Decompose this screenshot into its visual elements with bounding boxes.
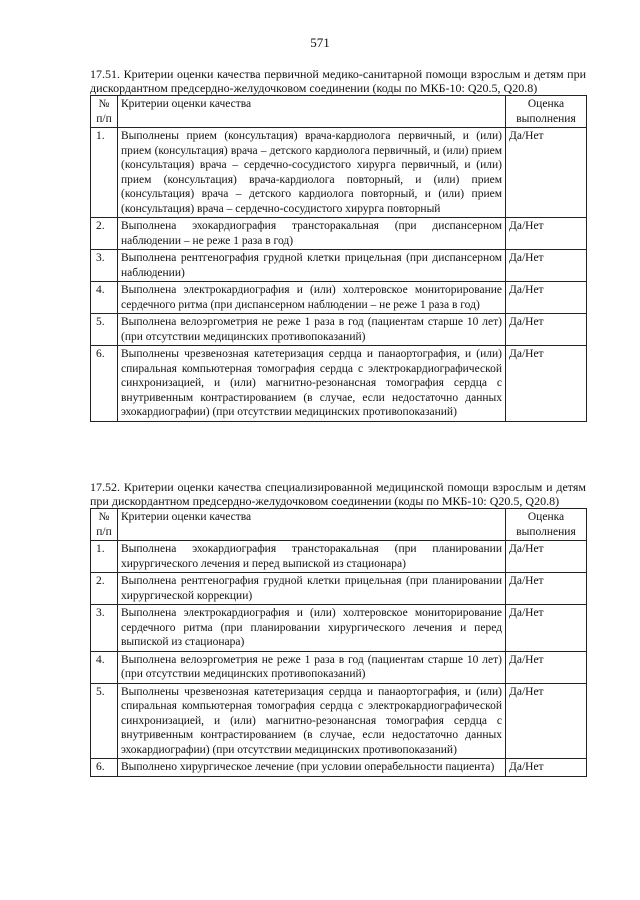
row-criterion: Выполнены чрезвенозная катетеризация сердца и панаортография, и (или) спиральная компьютерная томография сердца с электрокардиографической синхронизацией, и (или) магнитно-резонансная томография сердца с внутривенным контрастированием (в случае, если недостаточно данных эхокардиографии) (при отсутствии медицинских противопоказаний) xyxy=(118,683,506,759)
table-row xyxy=(91,250,587,282)
row-number: 1. xyxy=(91,541,118,573)
row-number: 6. xyxy=(91,759,118,777)
table-row xyxy=(91,314,587,346)
row-number: 2. xyxy=(91,218,118,250)
row-number: 4. xyxy=(91,651,118,683)
column-header-number: № п/п xyxy=(91,509,118,541)
section-heading: 17.52. Критерии оценки качества специализированной медицинской помощи взрослым и детям при дискордантном предсердно-желудочковом соединении (коды по МКБ-10: Q20.5, Q20.8) xyxy=(90,480,586,508)
row-criterion: Выполнена рентгенография грудной клетки прицельная (при диспансерном наблюдении) xyxy=(118,250,506,282)
table-row xyxy=(91,759,587,777)
criteria-table xyxy=(90,508,587,777)
row-result: Да/Нет xyxy=(506,250,587,282)
row-number: 5. xyxy=(91,314,118,346)
column-header-criteria: Критерии оценки качества xyxy=(118,96,506,128)
column-header-result: Оценка выполнения xyxy=(506,96,587,128)
row-criterion: Выполнены чрезвенозная катетеризация сердца и панаортография, и (или) спиральная компьютерная томография сердца с электрокардиографической синхронизацией, и (или) магнитно-резонансная томография сердца с внутривенным контрастированием (в случае, если недостаточно данных эхокардиографии) (при отсутствии медицинских противопоказаний) xyxy=(118,346,506,422)
row-result: Да/Нет xyxy=(506,651,587,683)
column-header-criteria: Критерии оценки качества xyxy=(118,509,506,541)
row-result: Да/Нет xyxy=(506,128,587,218)
criteria-table xyxy=(90,95,587,422)
table-row xyxy=(91,128,587,218)
table-row xyxy=(91,605,587,652)
table-row xyxy=(91,573,587,605)
row-number: 3. xyxy=(91,605,118,652)
row-criterion: Выполнена электрокардиография и (или) холтеровское мониторирование сердечного ритма (при диспансерном наблюдении – не реже 1 раза в год) xyxy=(118,282,506,314)
page-number: 571 xyxy=(310,35,330,50)
row-result: Да/Нет xyxy=(506,346,587,422)
row-criterion: Выполнены прием (консультация) врача-кардиолога первичный, и (или) прием (консультация) врача – детского кардиолога первичный, и (или) прием (консультация) врача – сердечно-сосудистого хирурга первичный, и (или) прием (консультация) врача-кардиолога повторный, и (или) прием (консультация) врача – детского кардиолога повторный, и (или) прием (консультация) врача – сердечно-сосудистого хирурга повторный xyxy=(118,128,506,218)
row-criterion: Выполнена электрокардиография и (или) холтеровское мониторирование сердечного ритма (при планировании хирургического лечения и перед выпиской из стационара) xyxy=(118,605,506,652)
section-17-52 xyxy=(90,481,586,777)
row-result: Да/Нет xyxy=(506,683,587,759)
row-number: 4. xyxy=(91,282,118,314)
table-row xyxy=(91,541,587,573)
row-result: Да/Нет xyxy=(506,541,587,573)
row-criterion: Выполнена велоэргометрия не реже 1 раза в год (пациентам старше 10 лет) (при отсутствии медицинских противопоказаний) xyxy=(118,651,506,683)
row-result: Да/Нет xyxy=(506,759,587,777)
row-criterion: Выполнена рентгенография грудной клетки прицельная (при планировании хирургической коррекции) xyxy=(118,573,506,605)
row-criterion: Выполнена эхокардиография трансторакальная (при планировании хирургического лечения и перед выпиской из стационара) xyxy=(118,541,506,573)
row-result: Да/Нет xyxy=(506,282,587,314)
row-number: 5. xyxy=(91,683,118,759)
row-number: 6. xyxy=(91,346,118,422)
row-number: 3. xyxy=(91,250,118,282)
row-number: 2. xyxy=(91,573,118,605)
table-row xyxy=(91,346,587,422)
row-result: Да/Нет xyxy=(506,605,587,652)
row-result: Да/Нет xyxy=(506,314,587,346)
table-row xyxy=(91,683,587,759)
row-criterion: Выполнена эхокардиография трансторакальная (при диспансерном наблюдении – не реже 1 раза в год) xyxy=(118,218,506,250)
table-row xyxy=(91,282,587,314)
row-result: Да/Нет xyxy=(506,218,587,250)
section-17-51 xyxy=(90,68,586,422)
section-heading: 17.51. Критерии оценки качества первичной медико-санитарной помощи взрослым и детям при дискордантном предсердно-желудочковом соединении (коды по МКБ-10: Q20.5, Q20.8) xyxy=(90,67,586,95)
table-header-row xyxy=(91,509,587,541)
row-criterion: Выполнено хирургическое лечение (при условии операбельности пациента) xyxy=(118,759,506,777)
row-number: 1. xyxy=(91,128,118,218)
table-header-row xyxy=(91,96,587,128)
table-row xyxy=(91,218,587,250)
table-row xyxy=(91,651,587,683)
row-criterion: Выполнена велоэргометрия не реже 1 раза в год (пациентам старше 10 лет) (при отсутствии медицинских противопоказаний) xyxy=(118,314,506,346)
column-header-result: Оценка выполнения xyxy=(506,509,587,541)
row-result: Да/Нет xyxy=(506,573,587,605)
column-header-number: № п/п xyxy=(91,96,118,128)
